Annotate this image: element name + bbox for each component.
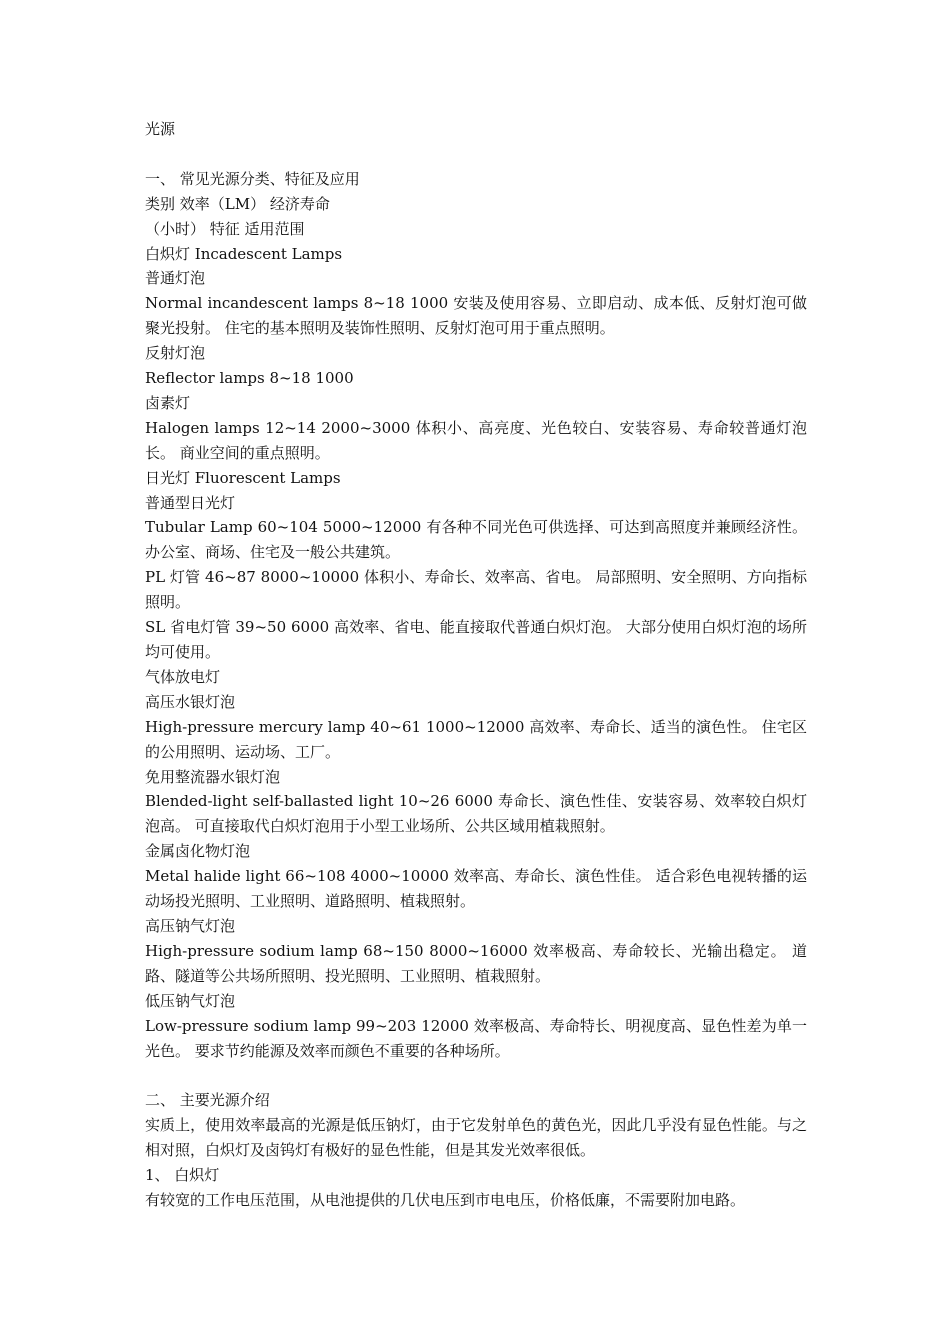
section1-heading: 一、 常见光源分类、特征及应用 bbox=[145, 169, 360, 188]
category-fluorescent: 日光灯 Fluorescent Lamps bbox=[145, 468, 341, 487]
subsection1-heading: 1、 白炽灯 bbox=[145, 1166, 220, 1185]
document-page bbox=[145, 117, 807, 1213]
table-header-line1: 类别 效率（LM） 经济寿命 bbox=[145, 194, 330, 213]
spacer bbox=[145, 1063, 807, 1088]
item-text-halogen: Halogen lamps 12~14 2000~3000 体积小、高亮度、光色较白、安装容易、寿命较普通灯泡长。 商业空间的重点照明。 bbox=[145, 418, 807, 462]
item-text-metal-halide: Metal halide light 66~108 4000~10000 效率高、寿命长、演色性佳。 适合彩色电视转播的运动场投光照明、工业照明、道路照明、植栽照射。 bbox=[145, 867, 807, 911]
item-name-hps: 高压钠气灯泡 bbox=[145, 916, 236, 935]
section2-intro: 实质上，使用效率最高的光源是低压钠灯，由于它发射单色的黄色光，因此几乎没有显色性能。与之相对照，白炽灯及卤钨灯有极好的显色性能，但是其发光效率很低。 bbox=[145, 1116, 807, 1160]
item-name-metal-halide: 金属卤化物灯泡 bbox=[145, 842, 251, 861]
subsection1-text: 有较宽的工作电压范围，从电池提供的几伏电压到市电电压，价格低廉，不需要附加电路。 bbox=[145, 1190, 746, 1209]
item-name-lps: 低压钠气灯泡 bbox=[145, 991, 236, 1010]
item-name-halogen: 卤素灯 bbox=[145, 393, 191, 412]
item-name-normal-bulb: 普通灯泡 bbox=[145, 269, 206, 288]
section2-heading: 二、 主要光源介绍 bbox=[145, 1091, 270, 1110]
item-text-tubular: Tubular Lamp 60~104 5000~12000 有各种不同光色可供选择、可达到高照度并兼顾经济性。 办公室、商场、住宅及一般公共建筑。 bbox=[145, 518, 807, 562]
document-title: 光源 bbox=[145, 120, 176, 138]
item-name-reflector: 反射灯泡 bbox=[145, 344, 206, 363]
item-text-sl: SL 省电灯管 39~50 6000 高效率、省电、能直接取代普通白炽灯泡。 大部分使用白炽灯泡的场所均可使用。 bbox=[145, 618, 807, 662]
item-text-lps: Low-pressure sodium lamp 99~203 12000 效率极高、寿命特长、明视度高、显色性差为单一光色。 要求节约能源及效率而颜色不重要的各种场所。 bbox=[145, 1016, 807, 1060]
item-name-blended: 免用整流器水银灯泡 bbox=[145, 767, 281, 786]
item-name-mercury: 高压水银灯泡 bbox=[145, 692, 236, 711]
item-text-hps: High-pressure sodium lamp 68~150 8000~16000 效率极高、寿命较长、光输出稳定。 道路、隧道等公共场所照明、投光照明、工业照明、植栽照射。 bbox=[145, 941, 807, 985]
item-text-reflector: Reflector lamps 8~18 1000 bbox=[145, 369, 354, 388]
spacer bbox=[145, 142, 807, 167]
item-name-normal-fluorescent: 普通型日光灯 bbox=[145, 493, 236, 512]
category-incandescent: 白炽灯 Incadescent Lamps bbox=[145, 244, 343, 263]
item-text-mercury: High-pressure mercury lamp 40~61 1000~12000 高效率、寿命长、适当的演色性。 住宅区的公用照明、运动场、工厂。 bbox=[145, 717, 807, 761]
table-header-line2: （小时） 特征 适用范围 bbox=[145, 219, 305, 238]
item-text-blended: Blended-light self-ballasted light 10~26 6000 寿命长、演色性佳、安装容易、效率较白炽灯泡高。 可直接取代白炽灯泡用于小型工业场所、公共区域用植栽照射。 bbox=[145, 792, 807, 836]
item-text-pl: PL 灯管 46~87 8000~10000 体积小、寿命长、效率高、省电。 局部照明、安全照明、方向指标照明。 bbox=[145, 568, 807, 612]
category-discharge: 气体放电灯 bbox=[145, 667, 221, 686]
item-text-normal-bulb: Normal incandescent lamps 8~18 1000 安装及使用容易、立即启动、成本低、反射灯泡可做聚光投射。 住宅的基本照明及装饰性照明、反射灯泡可用于重点照明。 bbox=[145, 294, 807, 338]
